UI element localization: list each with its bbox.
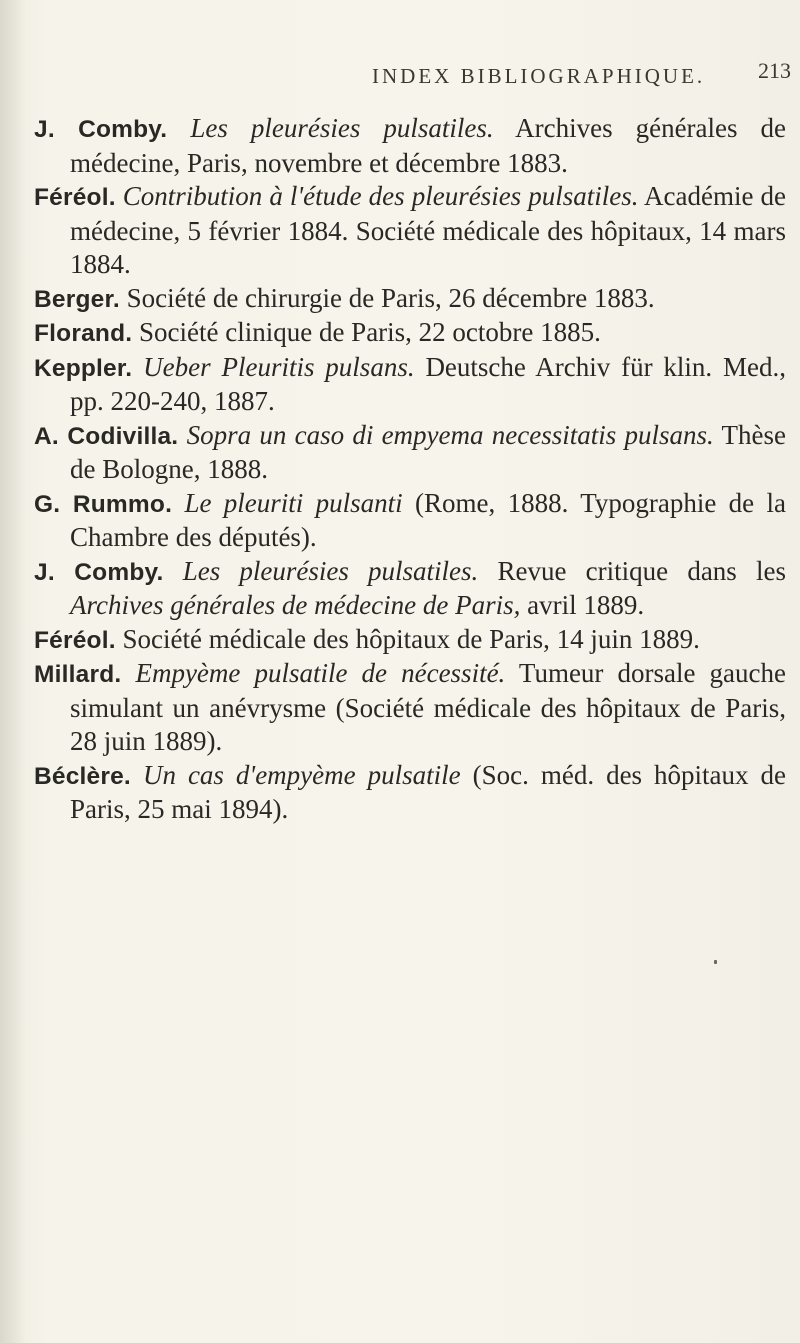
entry-details: Revue critique dans les bbox=[497, 555, 786, 586]
bibliography-entry bbox=[34, 316, 786, 351]
bibliography-list bbox=[34, 112, 786, 827]
entry-author: Béclère. bbox=[34, 762, 131, 790]
entry-author: Florand. bbox=[34, 320, 133, 347]
bibliography-entry bbox=[34, 759, 786, 827]
entry-author: Berger. bbox=[34, 285, 120, 313]
entry-author: J. Comby. bbox=[34, 558, 164, 586]
bibliography-entry bbox=[34, 112, 786, 180]
bibliography-entry bbox=[34, 351, 786, 419]
entry-details: Thèse de Bologne, 1888. bbox=[70, 419, 786, 484]
running-head: INDEX BIBLIOGRAPHIQUE. bbox=[372, 64, 706, 88]
entry-journal-title: Archives générales de médecine de Paris, bbox=[70, 590, 521, 620]
entry-title: Les pleurésies pulsatiles. bbox=[182, 555, 479, 586]
bibliography-entry bbox=[34, 555, 786, 623]
entry-author: Keppler. bbox=[34, 354, 133, 382]
entry-author: Féréol. bbox=[34, 626, 116, 654]
bibliography-entry bbox=[34, 419, 786, 487]
page-gutter-shadow bbox=[0, 0, 26, 1343]
entry-details-date: avril 1889. bbox=[527, 590, 645, 620]
bibliography-entry bbox=[34, 180, 786, 282]
entry-details: Société médicale des hôpitaux de Paris, 14 juin 1889. bbox=[122, 623, 700, 654]
entry-author: G. Rummo. bbox=[34, 490, 173, 518]
entry-title: Contribution à l'étude des pleurésies pulsatiles. bbox=[122, 181, 639, 211]
ink-speck bbox=[714, 960, 717, 964]
entry-details: Académie de médecine, 5 février 1884. Société médicale des hôpitaux, 14 mars 1884. bbox=[70, 181, 787, 279]
entry-title: Le pleuriti pulsanti bbox=[184, 487, 403, 518]
entry-title: Sopra un caso di empyema necessitatis pulsans. bbox=[186, 419, 714, 450]
entry-title: Empyème pulsatile de nécessité. bbox=[135, 658, 506, 688]
page-number: 213 bbox=[758, 58, 791, 83]
entry-details: Société clinique de Paris, 22 octobre 1885. bbox=[139, 317, 601, 347]
entry-details: (Rome, 1888. Typographie de la Chambre des députés). bbox=[70, 487, 786, 552]
entry-author: Millard. bbox=[34, 661, 122, 688]
entry-title: Ueber Pleuritis pulsans. bbox=[143, 351, 415, 382]
bibliography-entry bbox=[34, 282, 786, 317]
entry-title: Les pleurésies pulsatiles. bbox=[190, 113, 494, 143]
entry-details: Société de chirurgie de Paris, 26 décembre 1883. bbox=[126, 282, 655, 313]
bibliography-entry bbox=[34, 487, 786, 555]
entry-details: Deutsche Archiv für klin. Med., pp. 220-240, 1887. bbox=[70, 351, 787, 416]
bibliography-entry bbox=[34, 623, 786, 658]
entry-title: Un cas d'empyème pulsatile bbox=[142, 759, 461, 790]
entry-author: J. Comby. bbox=[34, 116, 168, 143]
entry-details: Tumeur dorsale gauche simulant un anévrysme (Société médicale des hôpitaux de Paris, 28 juin 1889). bbox=[70, 658, 786, 756]
entry-author: A. Codivilla. bbox=[34, 422, 179, 450]
entry-details: (Soc. méd. des hôpitaux de Paris, 25 mai 1894). bbox=[70, 759, 787, 824]
bibliography-entry bbox=[34, 657, 786, 759]
entry-author: Féréol. bbox=[34, 184, 116, 211]
entry-details: Archives générales de médecine, Paris, novembre et décembre 1883. bbox=[70, 113, 787, 178]
